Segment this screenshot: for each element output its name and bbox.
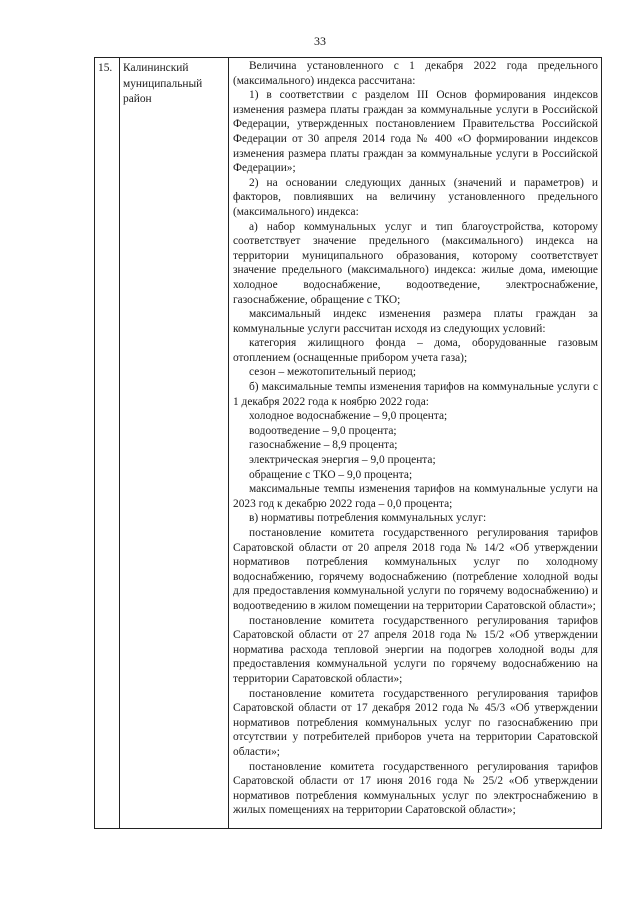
district-name: Калининский муниципальный район (120, 58, 229, 828)
paragraph: постановление комитета государственного регулирования тарифов Саратовской области от 20 апреля 2018 года № 14/2 «Об утверждении нормативов потребления коммунальных услуг по холодному водоснабжению, горячему водоснабжению (потребление холодной воды для предоставления коммунальной услуги по горячему водоснабжению) и водоотведению в жилом помещении на территории Саратовской области»; (233, 527, 598, 612)
paragraph: а) набор коммунальных услуг и тип благоустройства, которому соответствует значение предельного (максимального) индекса на территории муниципального образования, которому соответствует значение предельного (максимального) индекса: жилые дома, имеющие холодное водоснабжение, водоотведение, электроснабжение, газоснабжение, обращение с ТКО; (233, 220, 598, 306)
paragraph: водоотведение – 9,0 процента; (249, 424, 397, 437)
paragraph: б) максимальные темпы изменения тарифов на коммунальные услуги с 1 декабря 2022 года к ноябрю 2022 года: (233, 381, 598, 408)
paragraph: максимальный индекс изменения размера платы граждан за коммунальные услуги рассчитан исходя из следующих условий: (233, 308, 598, 335)
paragraph: максимальные темпы изменения тарифов на коммунальные услуги на 2023 год к декабрю 2022 года – 0,0 процента; (233, 483, 598, 510)
paragraph: холодное водоснабжение – 9,0 процента; (249, 410, 448, 423)
paragraph: Величина установленного с 1 декабря 2022 года предельного (максимального) индекса рассчитана: (233, 60, 598, 87)
paragraph: постановление комитета государственного регулирования тарифов Саратовской области от 27 апреля 2018 года № 15/2 «Об утверждении норматива расхода тепловой энергии на подогрев холодной воды для предоставления коммунальной услуги по горячему водоснабжению на территории Саратовской области»; (233, 614, 598, 685)
paragraph: постановление комитета государственного регулирования тарифов Саратовской области от 17 декабря 2012 года № 45/3 «Об утверждении нормативов потребления коммунальных услуг по газоснабжению при отсутствии у потребителей приборов учета на территории Саратовской области»; (233, 687, 598, 758)
paragraph: газоснабжение – 8,9 процента; (249, 439, 398, 452)
paragraph: постановление комитета государственного регулирования тарифов Саратовской области от 17 июня 2016 года № 25/2 «Об утверждении нормативов потребления коммунальных услуг по электроснабжению в жилых помещениях на территории Саратовской области»; (233, 760, 598, 817)
paragraph: 2) на основании следующих данных (значений и параметров) и факторов, повлиявших на величину установленного предельного (максимального) индекса: (233, 176, 598, 218)
paragraph: обращение с ТКО – 9,0 процента; (249, 468, 413, 481)
paragraph: 1) в соответствии с разделом III Основ формирования индексов изменения размера платы граждан за коммунальные услуги в Российской Федерации, утвержденных постановлением Правительства Российской Федерации от 30 апреля 2014 года № 400 «О формировании индексов изменения размера платы граждан за коммунальные услуги в Российской Федерации»; (233, 89, 598, 175)
row-number: 15. (95, 58, 120, 828)
paragraph: сезон – межотопительный период; (249, 366, 416, 379)
page-number: 33 (314, 34, 326, 48)
document-table (94, 57, 602, 829)
row-content (229, 58, 601, 828)
paragraph: электрическая энергия – 9,0 процента; (249, 454, 436, 467)
paragraph: категория жилищного фонда – дома, оборудованные газовым отоплением (оснащенные прибором учета газа); (233, 337, 598, 364)
paragraph: в) нормативы потребления коммунальных услуг: (249, 512, 487, 525)
